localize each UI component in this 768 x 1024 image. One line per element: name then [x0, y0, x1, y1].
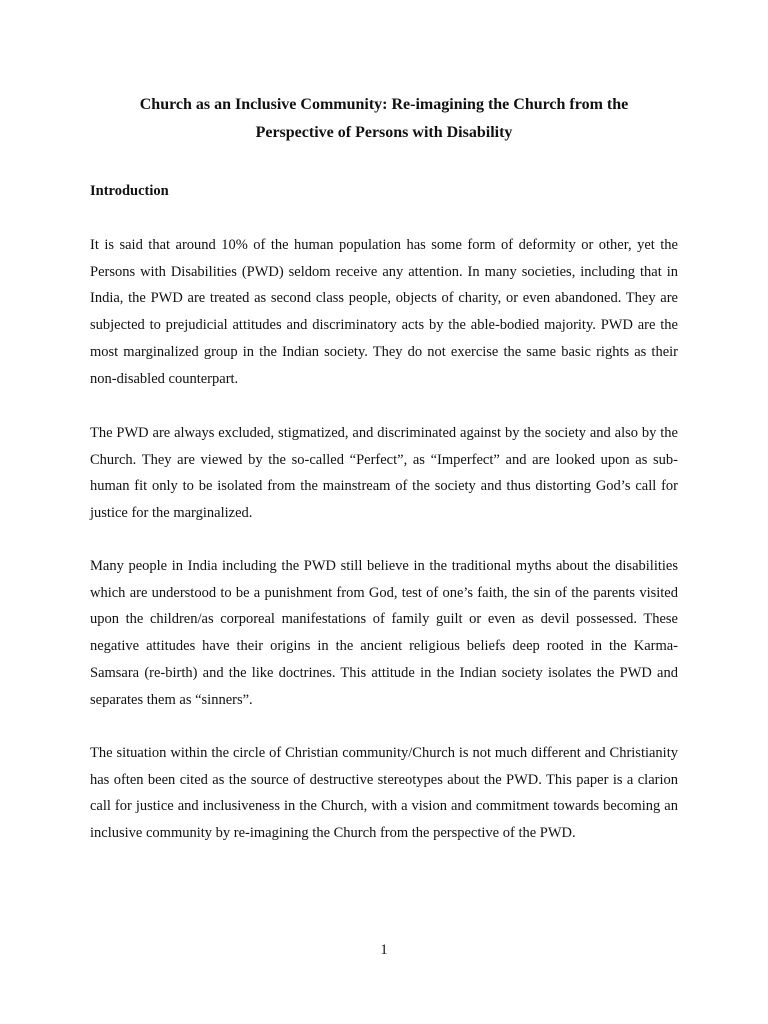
- paragraph-4: The situation within the circle of Christian community/Church is not much different and Christianity has often been cited as the source of destructive stereotypes about the PWD. This paper is a clarion call for justice and inclusiveness in the Church, with a vision and commitment towards becoming an inclusive community by re-imagining the Church from the perspective of the PWD.: [90, 745, 678, 842]
- section-heading-introduction: Introduction: [90, 183, 169, 199]
- title-line-2: Perspective of Persons with Disability: [255, 124, 513, 141]
- paragraph-3: Many people in India including the PWD still believe in the traditional myths about the disabilities which are understood to be a punishment from God, test of one’s faith, the sin of the parents visited upon the children/as corporeal manifestations of family guilt or even as devil possessed. These negative attitudes have their origins in the ancient religious beliefs deep rooted in the Karma-Samsara (re-birth) and the like doctrines. This attitude in the Indian society isolates the PWD and separates them as “sinners”.: [90, 558, 678, 708]
- paragraph-1: It is said that around 10% of the human population has some form of deformity or other, yet the Persons with Disabilities (PWD) seldom receive any attention. In many societies, including that in India, the PWD are treated as second class people, objects of charity, or even abandoned. They are subjected to prejudicial attitudes and discriminatory acts by the able-bodied majority. PWD are the most marginalized group in the Indian society. They do not exercise the same basic rights as their non-disabled counterpart.: [90, 237, 678, 387]
- page-number: 1: [380, 942, 388, 958]
- paragraph-2: The PWD are always excluded, stigmatized, and discriminated against by the society and also by the Church. They are viewed by the so-called “Perfect”, as “Imperfect” and are looked upon as sub-human fit only to be isolated from the mainstream of the society and thus distorting God’s call for justice for the marginalized.: [90, 425, 678, 522]
- title-line-1: Church as an Inclusive Community: Re-imagining the Church from the: [139, 96, 629, 113]
- document-title: [80, 91, 688, 147]
